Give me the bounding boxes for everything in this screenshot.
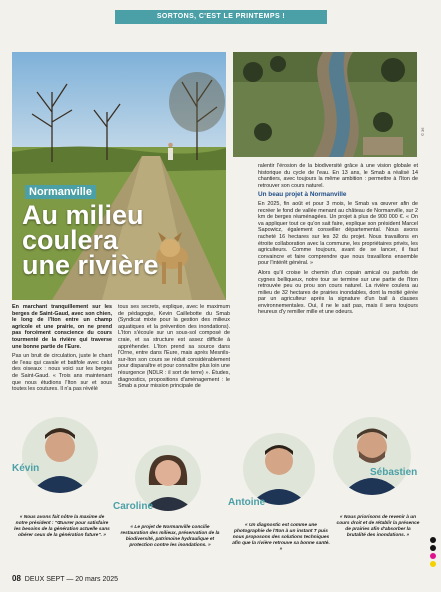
paragraph: ralentir l'érosion de la biodiversité grâce à une vision globale et historique du cycle de l'eau. En 13 ans, le Smab a réalisé 14 chantiers, avec toujours la même ambition : permettre à l'Iton de retrouver son cours naturel.	[258, 163, 418, 189]
text-column-2	[118, 304, 230, 393]
paragraph: tous ses secrets, explique, avec le maximum de pédagogie, Kevin Caillebotte du Smab (Syndicat mixte pour la gestion des milieux aquatiques et la prévention des inondations). L'Iton s'écoule sur un sous-sol composé de craie, et sa structure est assez difficile à appréhender. L'Iton prend sa source dans l'Orne, entre dans l'Eure, mais après Mesnils-sur-Iton son cours se réduit considérablement pour disparaître et pour connaître plus loin une résurgence (NDLR : il sort de terre) ». Études, diagnostics, propositions d'aménagement : le Smab a pour mission principale de	[118, 304, 230, 390]
paragraph: Pas un bruit de circulation, juste le chant de l'eau qui cavale et batifole avec celui des oiseaux : nous voici sur les berges de Saint-Gaud. « Trois ans maintenant que nous étudions l'Iton sur et sous toutes les coutures. Il n'a pas révélé	[12, 353, 112, 393]
person-quote: « Le projet de Normanville concilie restauration des milieux, préservation de la biodiversité, patrimoine hydraulique et protection contre les inondations. »	[120, 525, 220, 548]
publication-date: — 20 mars 2025	[66, 576, 119, 583]
page-footer	[12, 574, 118, 583]
color-register-marks	[430, 537, 436, 569]
portrait-sebastien	[333, 417, 411, 495]
publication-name: DEUX SEPT	[24, 576, 65, 583]
article-headline: Au milieu coulera une rivière	[22, 200, 159, 280]
portrait-antoine	[243, 433, 315, 505]
paragraph: En 2025, fin août et pour 3 mois, le Smab va œuvrer afin de recréer le fond de vallée menant au château de Normanville, sur 2 km de berges réaménagées. Un projet à plus de 900 000 €. « On va appliquer tout ce qu'on sait faire, explique son président Marcel Sapowicz, également conseiller départemental. Nous avons racheté 16 hectares sur les 32 du projet. Nous travaillons en étroite collaboration avec la commune, les propriétaires privés, les agriculteurs. Comme toujours, avant de se lancer, il faut convaincre et faire comprendre que nous travaillons ensemble pour l'intérêt général. »	[258, 200, 418, 267]
section-banner: SORTONS, C'EST LE PRINTEMPS !	[115, 10, 327, 24]
team-portraits	[0, 405, 441, 570]
person-quote: « Nous priorisons de revenir à un cours droit et de rétablir la présence de prairies afin d'absorber la brutalité des inondations. »	[336, 515, 420, 538]
subheading: Un beau projet à Normanville	[258, 191, 347, 199]
page-number: 08	[12, 574, 21, 583]
person-quote: « Nous avons fait nôtre la maxime de notre président : "Œuvrer pour satisfaire les besoins de la génération actuelle sans obérer ceux de la génération future". »	[14, 515, 110, 538]
location-rubric: Normanville	[25, 185, 96, 199]
portrait-kevin	[22, 417, 98, 493]
river-restoration-photo	[233, 52, 417, 157]
lead-paragraph: En marchant tranquillement sur les berges de Saint-Gaud, avec son chien, le long de l'Iton entre un champ agricole et une prairie, on ne prend pas forcément conscience du cours tourmenté de la rivière qui traverse une bonne partie de l'Eure.	[12, 304, 112, 350]
text-column-3	[258, 163, 418, 319]
person-quote: « Un diagnostic est comme une photographie de l'Iton à un instant T puis nous proposons des solutions techniques afin que la rivière retrouve sa bonne santé. »	[232, 523, 330, 552]
person-name: Sébastien	[370, 467, 418, 478]
text-column-1	[12, 304, 112, 396]
person-name: Caroline	[113, 501, 154, 512]
person-name: Antoine	[228, 497, 266, 508]
photo-credit: © 36	[420, 127, 425, 136]
paragraph: Alors qu'il croise le chemin d'un copain amical ou parfois de cygnes belliqueux, notre tour se termine sur une partie de l'Iton retrouvée peu ou prou son cours naturel. La rivière coulera au milieu de 32 hectares de prairies inondables, dont la moitié gérée par un agriculteur après la signature d'un bail à clauses environnementales. Oui, il ne le sait pas, mais il sera toujours heureux d'y remiller mille et une odeurs.	[258, 269, 418, 316]
person-name: Kévin	[12, 463, 40, 474]
